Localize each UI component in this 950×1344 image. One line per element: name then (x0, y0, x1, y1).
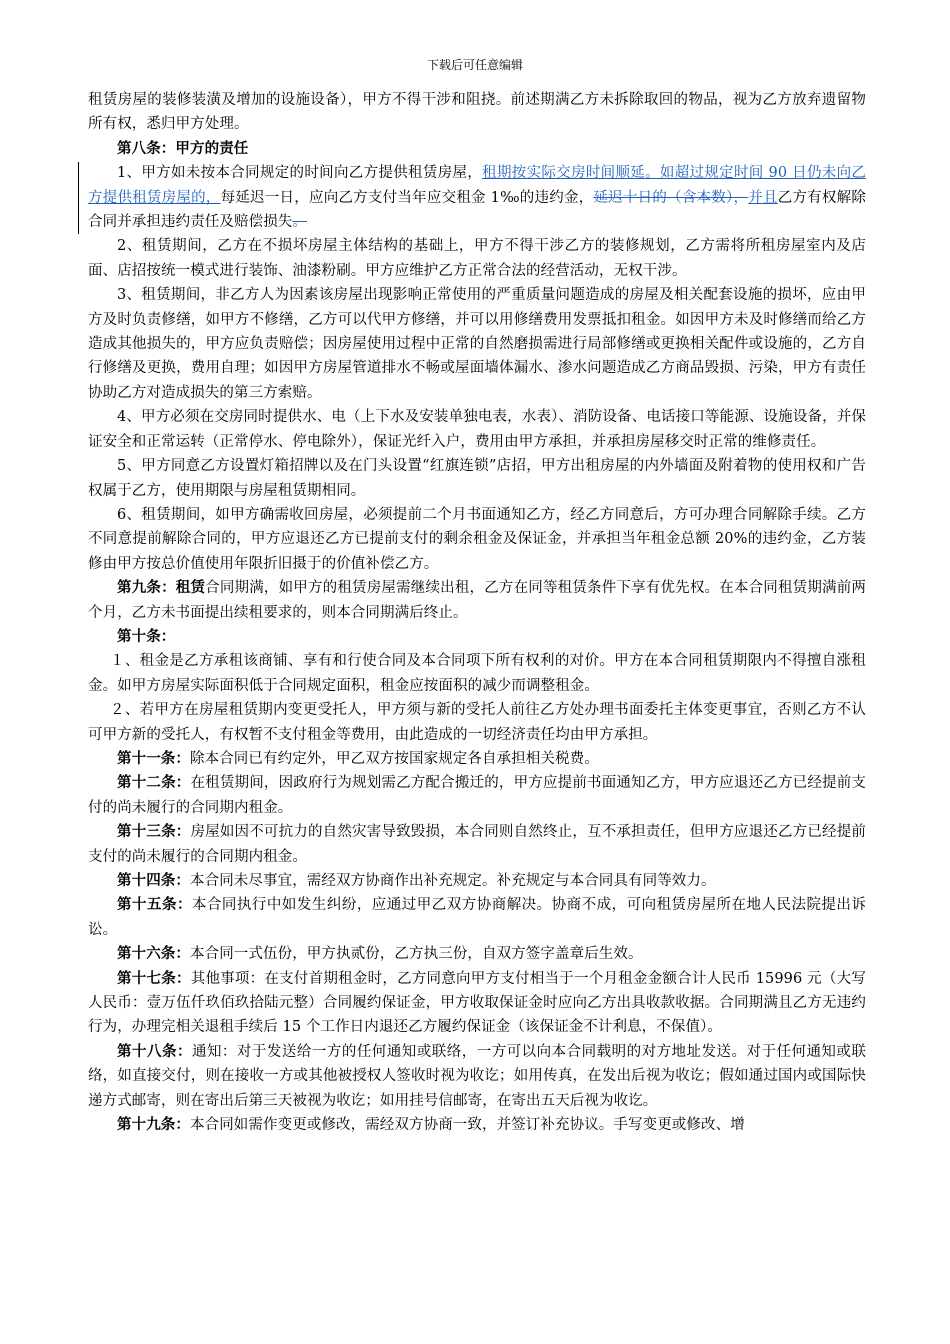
article-11-title: 第十一条： (117, 749, 190, 767)
article-15 (88, 893, 866, 942)
article-17 (88, 967, 866, 1040)
article-13-body: 房屋如因不可抗力的自然灾害导致毁损，本合同则自然终止，互不承担责任，但甲方应退还乙方已经提前支付的尚未履行的合同期内租金。 (88, 824, 867, 865)
article-8-item-1-text-c: 乙方有权解除合同并承担违约责任及赔偿损失 (88, 189, 866, 231)
article-9 (88, 576, 866, 625)
article-15-title: 第十五条： (117, 896, 192, 914)
article-19-title: 第十九条： (117, 1116, 190, 1134)
article-9-title: 第九条：租赁 (117, 579, 206, 597)
article-10-title: 第十条： (117, 627, 176, 645)
inserted-text: 并且 (748, 189, 778, 206)
article-14 (88, 869, 866, 893)
deleted-text: 延迟十日的（含本数）， (593, 189, 749, 206)
article-12 (88, 771, 866, 820)
article-8-item-6: 6、租赁期间，如甲方确需收回房屋，必须提前二个月书面通知乙方，经乙方同意后，方可办理合同解除手续。乙方不同意提前解除合同的，甲方应退还乙方已提前支付的剩余租金及保证金，并承担当年租金总额 20%的违约金，乙方装修由甲方按总价值使用年限折旧摄于的价值补偿乙方。 (88, 506, 866, 572)
article-9-body: 合同期满，如甲方的租赁房屋需继续出租，乙方在同等租赁条件下享有优先权。在本合同租赁期满前两个月，乙方未书面提出续租要求的，则本合同期满后终止。 (88, 580, 866, 621)
article-8-item-3: 3、租赁期间，非乙方人为因素该房屋出现影响正常使用的严重质量问题造成的房屋及相关配套设施的损坏，应由甲方及时负责修缮，如甲方不修缮，乙方可以代甲方修缮，并可以用修缮费用发票抵扣租金。如因甲方未及时修缮而给乙方造成其他损失的，甲方应负责赔偿；因房屋使用过程中正常的自然磨损需进行局部修缮或更换相关配件或设施的，乙方自行修缮及更换，费用自理；如因甲方房屋管道排水不畅或屋面墙体漏水、渗水问题造成乙方商品毁损、污染，甲方有责任协助乙方对造成损失的第三方索赔。 (88, 287, 866, 401)
article-19 (88, 1113, 866, 1137)
article-16 (88, 942, 866, 966)
article-12-body: 在租赁期间，因政府行为规划需乙方配合搬迁的，甲方应提前书面通知乙方，甲方应退还乙方已经提前支付的尚未履行的合同期内租金。 (88, 775, 867, 816)
article-8-item-1-text-b: 每延迟一日，应向乙方支付当年应交租金 1‰的违约金， (220, 189, 594, 206)
article-13-title: 第十三条： (117, 823, 191, 841)
article-17-title: 第十七条： (117, 969, 191, 987)
article-11-body: 除本合同已有约定外，甲乙双方按国家规定各自承担相关税费。 (190, 750, 599, 767)
article-10-item-2: ２、若甲方在房屋租赁期内变更受托人，甲方须与新的受托人前往乙方处办理书面委托主体变更事宜，否则乙方不认可甲方新的受托人，有权暂不支付租金等费用，由此造成的一切经济责任均由甲方承担。 (88, 702, 866, 743)
article-8-item-1 (88, 161, 866, 234)
article-19-body: 本合同如需作变更或修改，需经双方协商一致，并签订补充协议。手写变更或修改、增 (190, 1117, 745, 1134)
revision-change-bar (78, 162, 79, 234)
article-16-title: 第十六条： (117, 945, 190, 963)
inserted-text: 租期按实际交房时间顺延。如超过规定时间 90 日仍未向乙方提供租赁房屋的， (88, 165, 866, 206)
article-11 (88, 747, 866, 771)
article-14-title: 第十四条： (117, 872, 190, 889)
article-14-body: 本合同未尽事宜，需经双方协商作出补充规定。补充规定与本合同具有同等效力。 (190, 873, 716, 889)
document-body (88, 88, 866, 1137)
article-16-body: 本合同一式伍份，甲方执贰份，乙方执三份，自双方签字盖章后生效。 (190, 946, 643, 963)
deleted-text: 。 (292, 214, 308, 231)
article-18-title: 第十八条： (117, 1042, 192, 1060)
article-18 (88, 1040, 866, 1113)
paragraph-continuation: 租赁房屋的装修装潢及增加的设施设备），甲方不得干涉和阻挠。前述期满乙方未拆除取回的物品，视为乙方放弃遗留物所有权，悉归甲方处理。 (88, 92, 866, 133)
article-8-item-1-text-a: 1、甲方如未按本合同规定的时间向乙方提供租赁房屋， (117, 165, 483, 182)
article-8-item-5: 5、甲方同意乙方设置灯箱招牌以及在门头设置“红旗连锁”店招，甲方出租房屋的内外墙面及附着物的使用权和广告权属于乙方，使用期限与房屋租赁期相同。 (88, 458, 866, 499)
article-8-title: 第八条：甲方的责任 (117, 139, 249, 157)
article-10-item-1: １、租金是乙方承租该商铺、享有和行使合同及本合同项下所有权利的对价。甲方在本合同租赁期限内不得擅自涨租金。如甲方房屋实际面积低于合同规定面积，租金应按面积的减少而调整租金。 (88, 653, 866, 694)
page-header: 下载后可任意编辑 (426, 58, 523, 72)
article-8-item-4: 4、甲方必须在交房同时提供水、电（上下水及安装单独电表，水表）、消防设备、电话接口等能源、设施设备，并保证安全和正常运转（正常停水、停电除外），保证光纤入户，费用由甲方承担，并承担房屋移交时正常的维修责任。 (88, 409, 866, 450)
article-18-body: 通知：对于发送给一方的任何通知或联络，一方可以向本合同载明的对方地址发送。对于任何通知或联络，如直接交付，则在接收一方或其他被授权人签收时视为收讫；如用传真，在发出后视为收讫；假如通过国内或国际快递方式邮寄，则在寄出后第三天被视为收讫；如用挂号信邮寄，在寄出五天后视为收讫。 (88, 1043, 867, 1109)
article-12-title: 第十二条： (117, 774, 191, 792)
article-15-body: 本合同执行中如发生纠纷，应通过甲乙双方协商解决。协商不成，可向租赁房屋所在地人民法院提出诉讼。 (88, 897, 867, 938)
article-17-body: 其他事项：在支付首期租金时，乙方同意向甲方支付相当于一个月租金金额合计人民币 15996 元（大写人民币：壹万伍仟玖佰玖拾陆元整）合同履约保证金，甲方收取保证金时应向乙方出具收款收据。合同期满且乙方无违约行为，办理完相关退租手续后 15 个工作日内退还乙方履约保证金（该保证金不计利息，不保值）。 (88, 970, 866, 1036)
article-8-item-2: 2、租赁期间，乙方在不损坏房屋主体结构的基础上，甲方不得干涉乙方的装修规划，乙方需将所租房屋室内及店面、店招按统一模式进行装饰、油漆粉刷。甲方应维护乙方正常合法的经营活动，无权干涉。 (88, 238, 866, 279)
article-13 (88, 820, 866, 869)
